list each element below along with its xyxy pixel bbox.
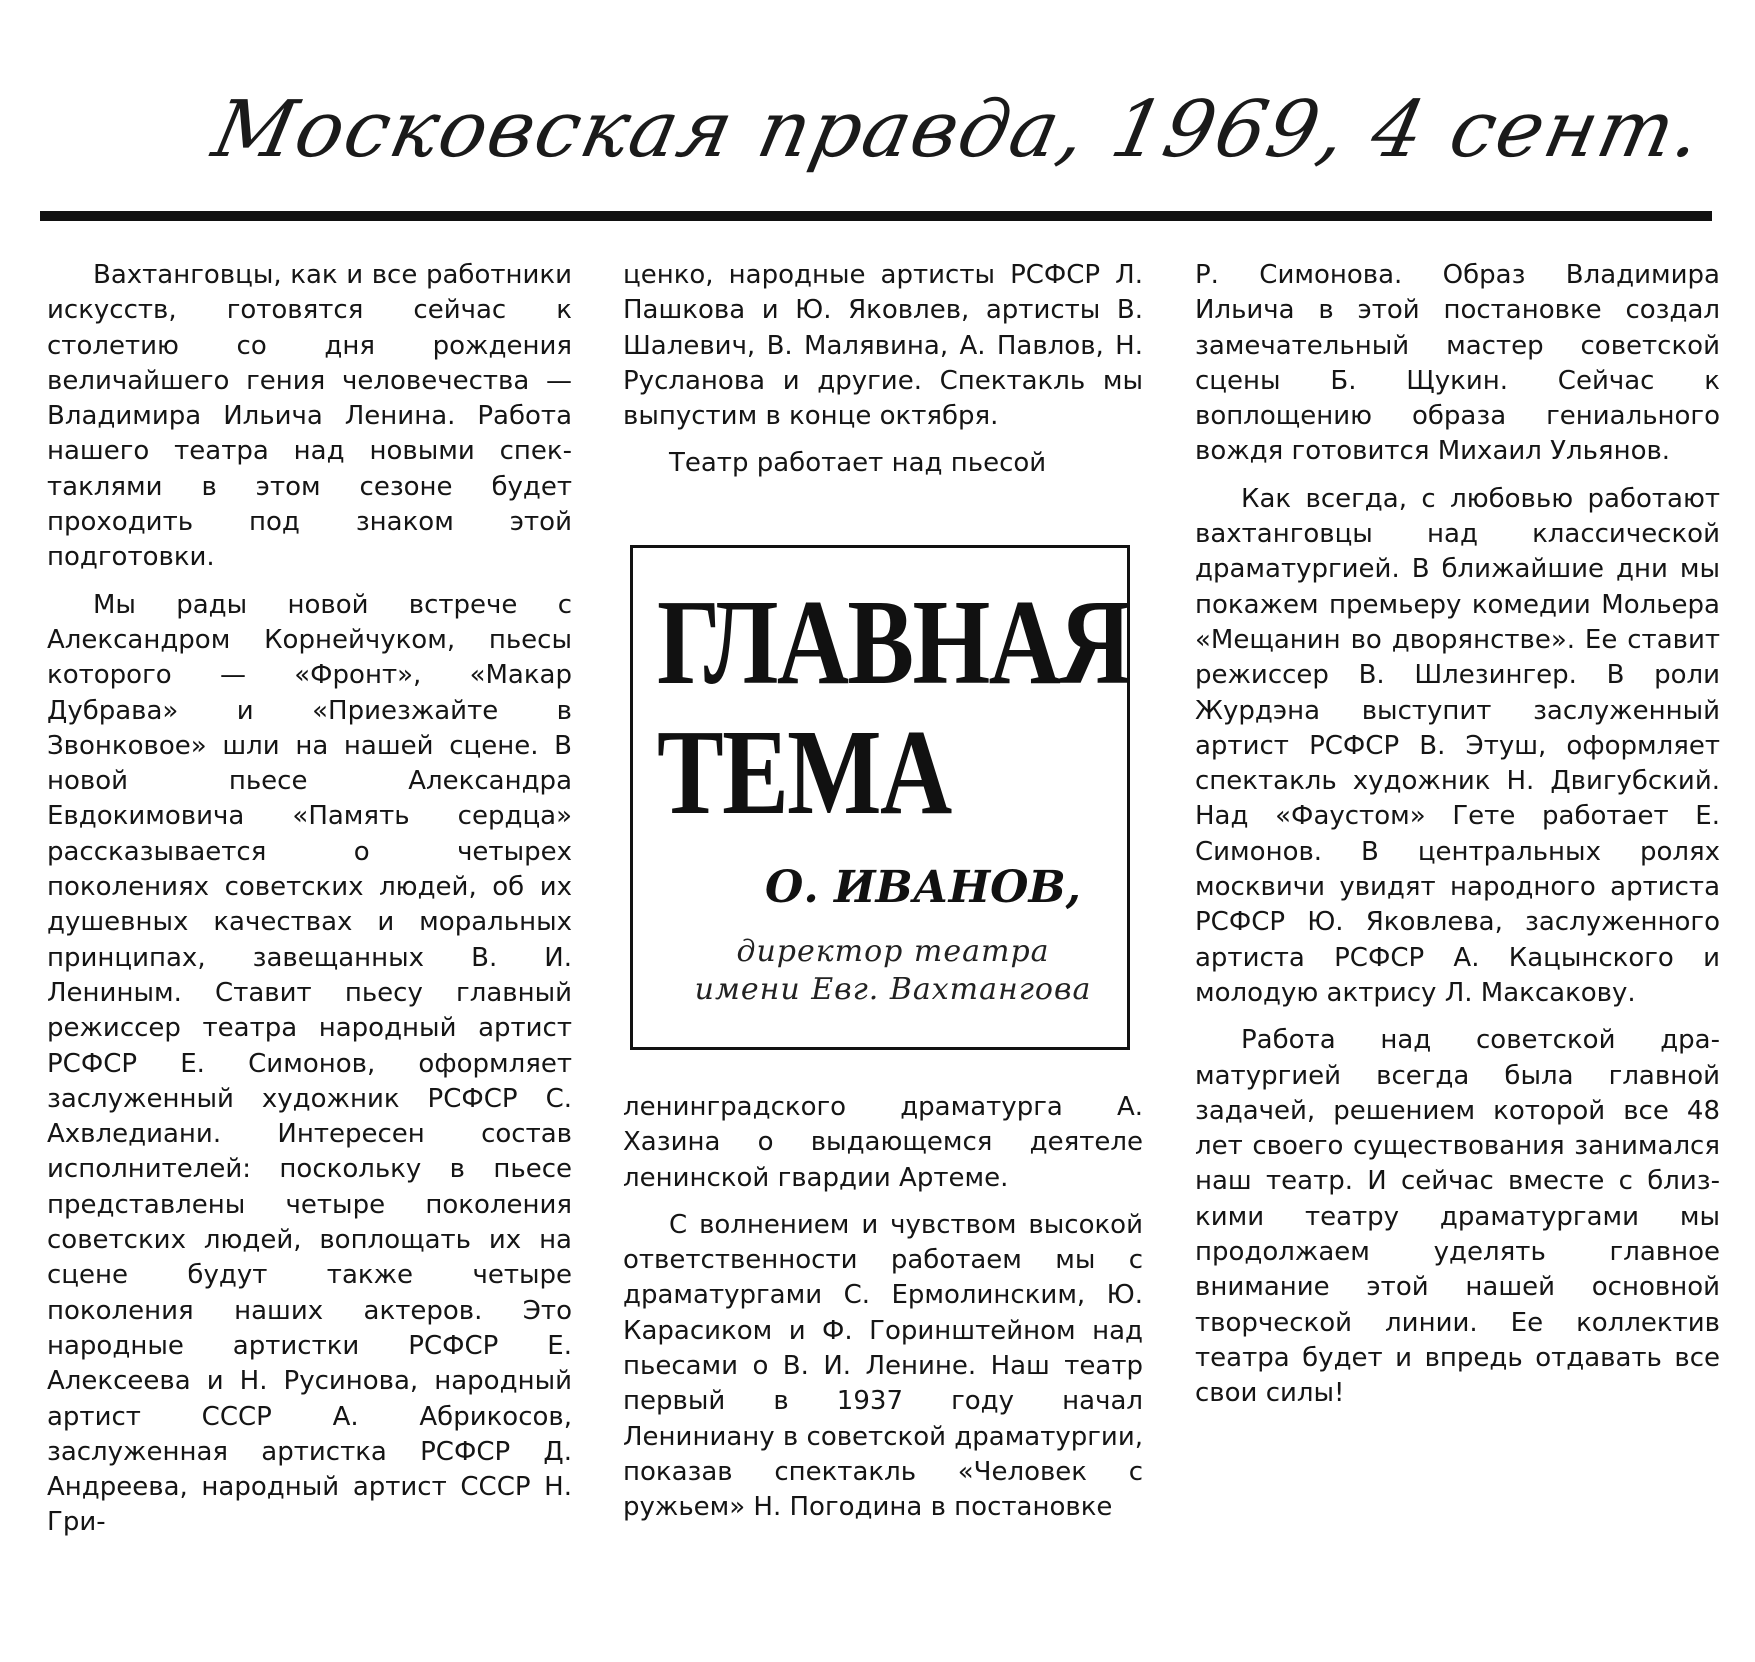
header-rule [40, 211, 1712, 221]
column-2-paragraph-4: С волнением и чувством высокой ответственности работаем мы с драматургами С. Ермолинским, Ю. Карасиком и Ф. Горинштейном над пьесами о В. И. Ленине. Наш театр первый в 1937 году начал Лениниану в советской драматургии, показав спектакль «Человек с ружьем» Н. Погодина в постановке [623, 1209, 1143, 1523]
column-2-paragraph-1: ценко, народные артисты РСФСР Л. Пашкова и Ю. Яковлев, артисты В. Шалевич, В. Малявина, А. Павлов, Н. Русланова и другие. Спектакль мы выпустим в конце октября. [623, 260, 1143, 432]
article-column-2-bottom [623, 1090, 1143, 1526]
author-role-line-2: имени Евг. Вахтангова [694, 972, 1092, 1007]
handwritten-source-note: Московская правда, 1969, 4 сент. [205, 85, 1712, 175]
headline-box [630, 545, 1130, 1050]
headline-line-2: ТЕМА [657, 705, 951, 840]
column-1-paragraph-2: Мы рады новой встрече с Александром Корнейчуком, пьесы которого — «Фронт», «Макар Дубрава» и «Приезжайте в Звонковое» шли на нашей сцене. В новой пьесе Александра Евдокимовича «Память сердца» рассказывается о четырех поколениях советских людей, об их душевных качествах и моральных принципах, завещанных В. И. Лениным. Ставит пьесу главный режиссер театра народный артист РСФСР Е. Симонов, оформляет заслуженный художник РСФСР С. Ахвледиани. Интересен состав исполнителей: поскольку в пьесе представлены четыре поколения советских людей, воплощать их на сцене будут также четыре поколения наших актеров. Это народные артистки РСФСР Е. Алексеева и Н. Русинова, народный артист СССР А. Абрикосов, заслуженная артистка РСФСР Д. Андреева, народный артист СССР Н. Гри- [47, 589, 572, 1538]
article-column-2-top [623, 258, 1143, 482]
article-column-1 [47, 258, 572, 1541]
column-3-paragraph-1: Р. Симонова. Образ Владимира Ильича в этой постановке создал замечательный мастер советской сцены Б. Щукин. Сейчас к воплощению образа гениального вождя готовится Михаил Ульянов. [1195, 260, 1720, 467]
author-role [683, 933, 1103, 1009]
author-name: О. ИВАНОВ, [765, 862, 1081, 913]
headline [657, 575, 1130, 840]
column-1-paragraph-1: Вахтанговцы, как и все работники искусств, готовятся сейчас к столетию со дня рождения величайшего гения человечества — Владимира Ильича Ленина. Работа нашего театра над новыми спектаклями в этом сезоне будет проходить под знаком этой подготовки. [47, 260, 572, 573]
column-2-paragraph-2: Театр работает над пьесой [669, 448, 1047, 479]
headline-line-1: ГЛАВНАЯ [657, 575, 1130, 710]
author-role-line-1: директор театра [736, 934, 1050, 969]
article-column-3 [1195, 258, 1720, 1412]
column-2-paragraph-3: ленинградского драматурга А. Хазина о выдающемся деятеле ленинской гвардии Артеме. [623, 1092, 1143, 1193]
column-3-paragraph-2: Как всегда, с любовью работают вахтанговцы над классической драматургией. В ближайшие дни мы покажем премьеру комедии Мольера «Мещанин во дворянстве». Ее ставит режиссер В. Шлезингер. В роли Журдэна выступит заслуженный артист РСФСР В. Этуш, оформляет спектакль художник Н. Двигубский. Над «Фаустом» Гете работает Е. Симонов. В центральных ролях москвичи увидят народного артиста РСФСР Ю. Яковлева, заслуженного артиста РСФСР А. Кацынского и молодую актрису Л. Максакову. [1195, 483, 1720, 1008]
column-3-paragraph-3: Работа над советской драматургией всегда была главной задачей, решением которой все 48 лет своего существования занимался наш театр. И сейчас вместе с близкими театру драматургами мы продолжаем уделять главное внимание этой нашей основной творческой линии. Ее коллектив театра будет и впредь отдавать все свои силы! [1195, 1025, 1720, 1409]
